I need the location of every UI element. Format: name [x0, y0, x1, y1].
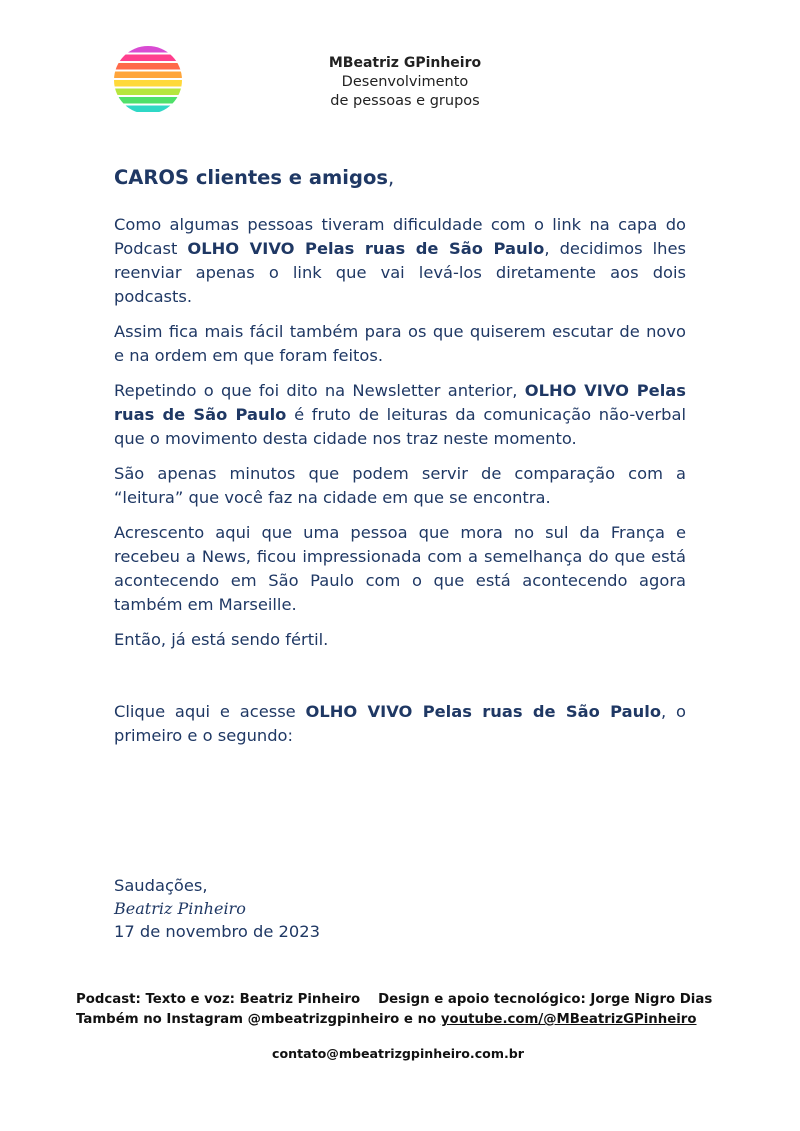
- logo-stripe: [114, 72, 182, 79]
- podcast-credits: Podcast: Texto e voz: Beatriz Pinheiro: [76, 992, 361, 1007]
- logo-stripe: [114, 97, 182, 104]
- closing-block: [114, 874, 320, 943]
- logo-stripe: [114, 55, 182, 62]
- letter-date: 17 de novembro de 2023: [114, 922, 320, 941]
- sunset-stripes-logo: [114, 46, 182, 114]
- brand-block: [300, 54, 510, 111]
- podcast-link-paragraph[interactable]: [114, 700, 686, 748]
- paragraph-3: [114, 379, 686, 451]
- brand-tagline-1: Desenvolvimento: [341, 74, 469, 90]
- greeting-comma: ,: [387, 166, 395, 189]
- signature: Beatriz Pinheiro: [114, 899, 246, 918]
- salutation: Saudações,: [114, 876, 208, 895]
- paragraph-4: São apenas minutos que podem servir de comparação com a “leitura” que você faz na cidade em que se encontra.: [114, 464, 686, 507]
- paragraph-2: Assim fica mais fácil também para os que quiserem escutar de novo e na ordem em que foram feitos.: [114, 322, 686, 365]
- design-credits: Design e apoio tecnológico: Jorge Nigro Dias: [378, 992, 713, 1007]
- footer-line-1: [76, 990, 736, 1010]
- paragraph-5: Acrescento aqui que uma pessoa que mora no sul da França e recebeu a News, ficou impressionada com a semelhança do que está acontecendo em São Paulo com o que está acontecendo agora também em Marseille.: [114, 523, 686, 614]
- paragraph-1-text-a: Como algumas pessoas tiveram dificuldade com o link na capa do Podcast: [114, 215, 686, 258]
- footer-line-2: [76, 1010, 736, 1030]
- logo-stripe: [114, 63, 182, 70]
- greeting: [114, 166, 686, 189]
- logo-stripe: [114, 46, 182, 53]
- contact-email[interactable]: contato@mbeatrizgpinheiro.com.br: [272, 1046, 524, 1061]
- paragraph-1: [114, 213, 686, 309]
- logo-stripe: [114, 106, 182, 113]
- logo-stripe: [114, 89, 182, 96]
- podcast-title-link[interactable]: OLHO VIVO Pelas ruas de São Paulo: [305, 702, 662, 721]
- logo-stripe: [114, 80, 182, 87]
- link-text-a[interactable]: Clique aqui e acesse: [114, 702, 306, 721]
- podcast-title-2: OLHO VIVO Pelas ruas de São Paulo: [114, 381, 686, 424]
- paragraph-6: Então, já está sendo fértil.: [114, 630, 329, 649]
- letter-body: [114, 166, 686, 759]
- paragraph-1-text-b: , decidimos lhes reenviar apenas o link que vai levá-los diretamente aos dois podcasts.: [114, 239, 686, 306]
- footer-credits: [76, 990, 736, 1030]
- instagram-text: Também no Instagram @mbeatrizgpinheiro e no: [76, 1012, 441, 1027]
- youtube-link[interactable]: youtube.com/@MBeatrizGPinheiro: [440, 1012, 697, 1027]
- paragraph-3-text-a: Repetindo o que foi dito na Newsletter anterior,: [114, 381, 525, 400]
- brand-name: MBeatriz GPinheiro: [328, 55, 482, 71]
- greeting-text: CAROS clientes e amigos: [114, 166, 388, 189]
- podcast-title-1: OLHO VIVO Pelas ruas de São Paulo: [187, 239, 545, 258]
- paragraph-3-text-b: é fruto de leituras da comunicação não-verbal que o movimento desta cidade nos traz neste momento.: [114, 405, 686, 448]
- link-text-b[interactable]: , o primeiro e o segundo:: [114, 702, 686, 745]
- brand-tagline-2: de pessoas e grupos: [330, 93, 480, 109]
